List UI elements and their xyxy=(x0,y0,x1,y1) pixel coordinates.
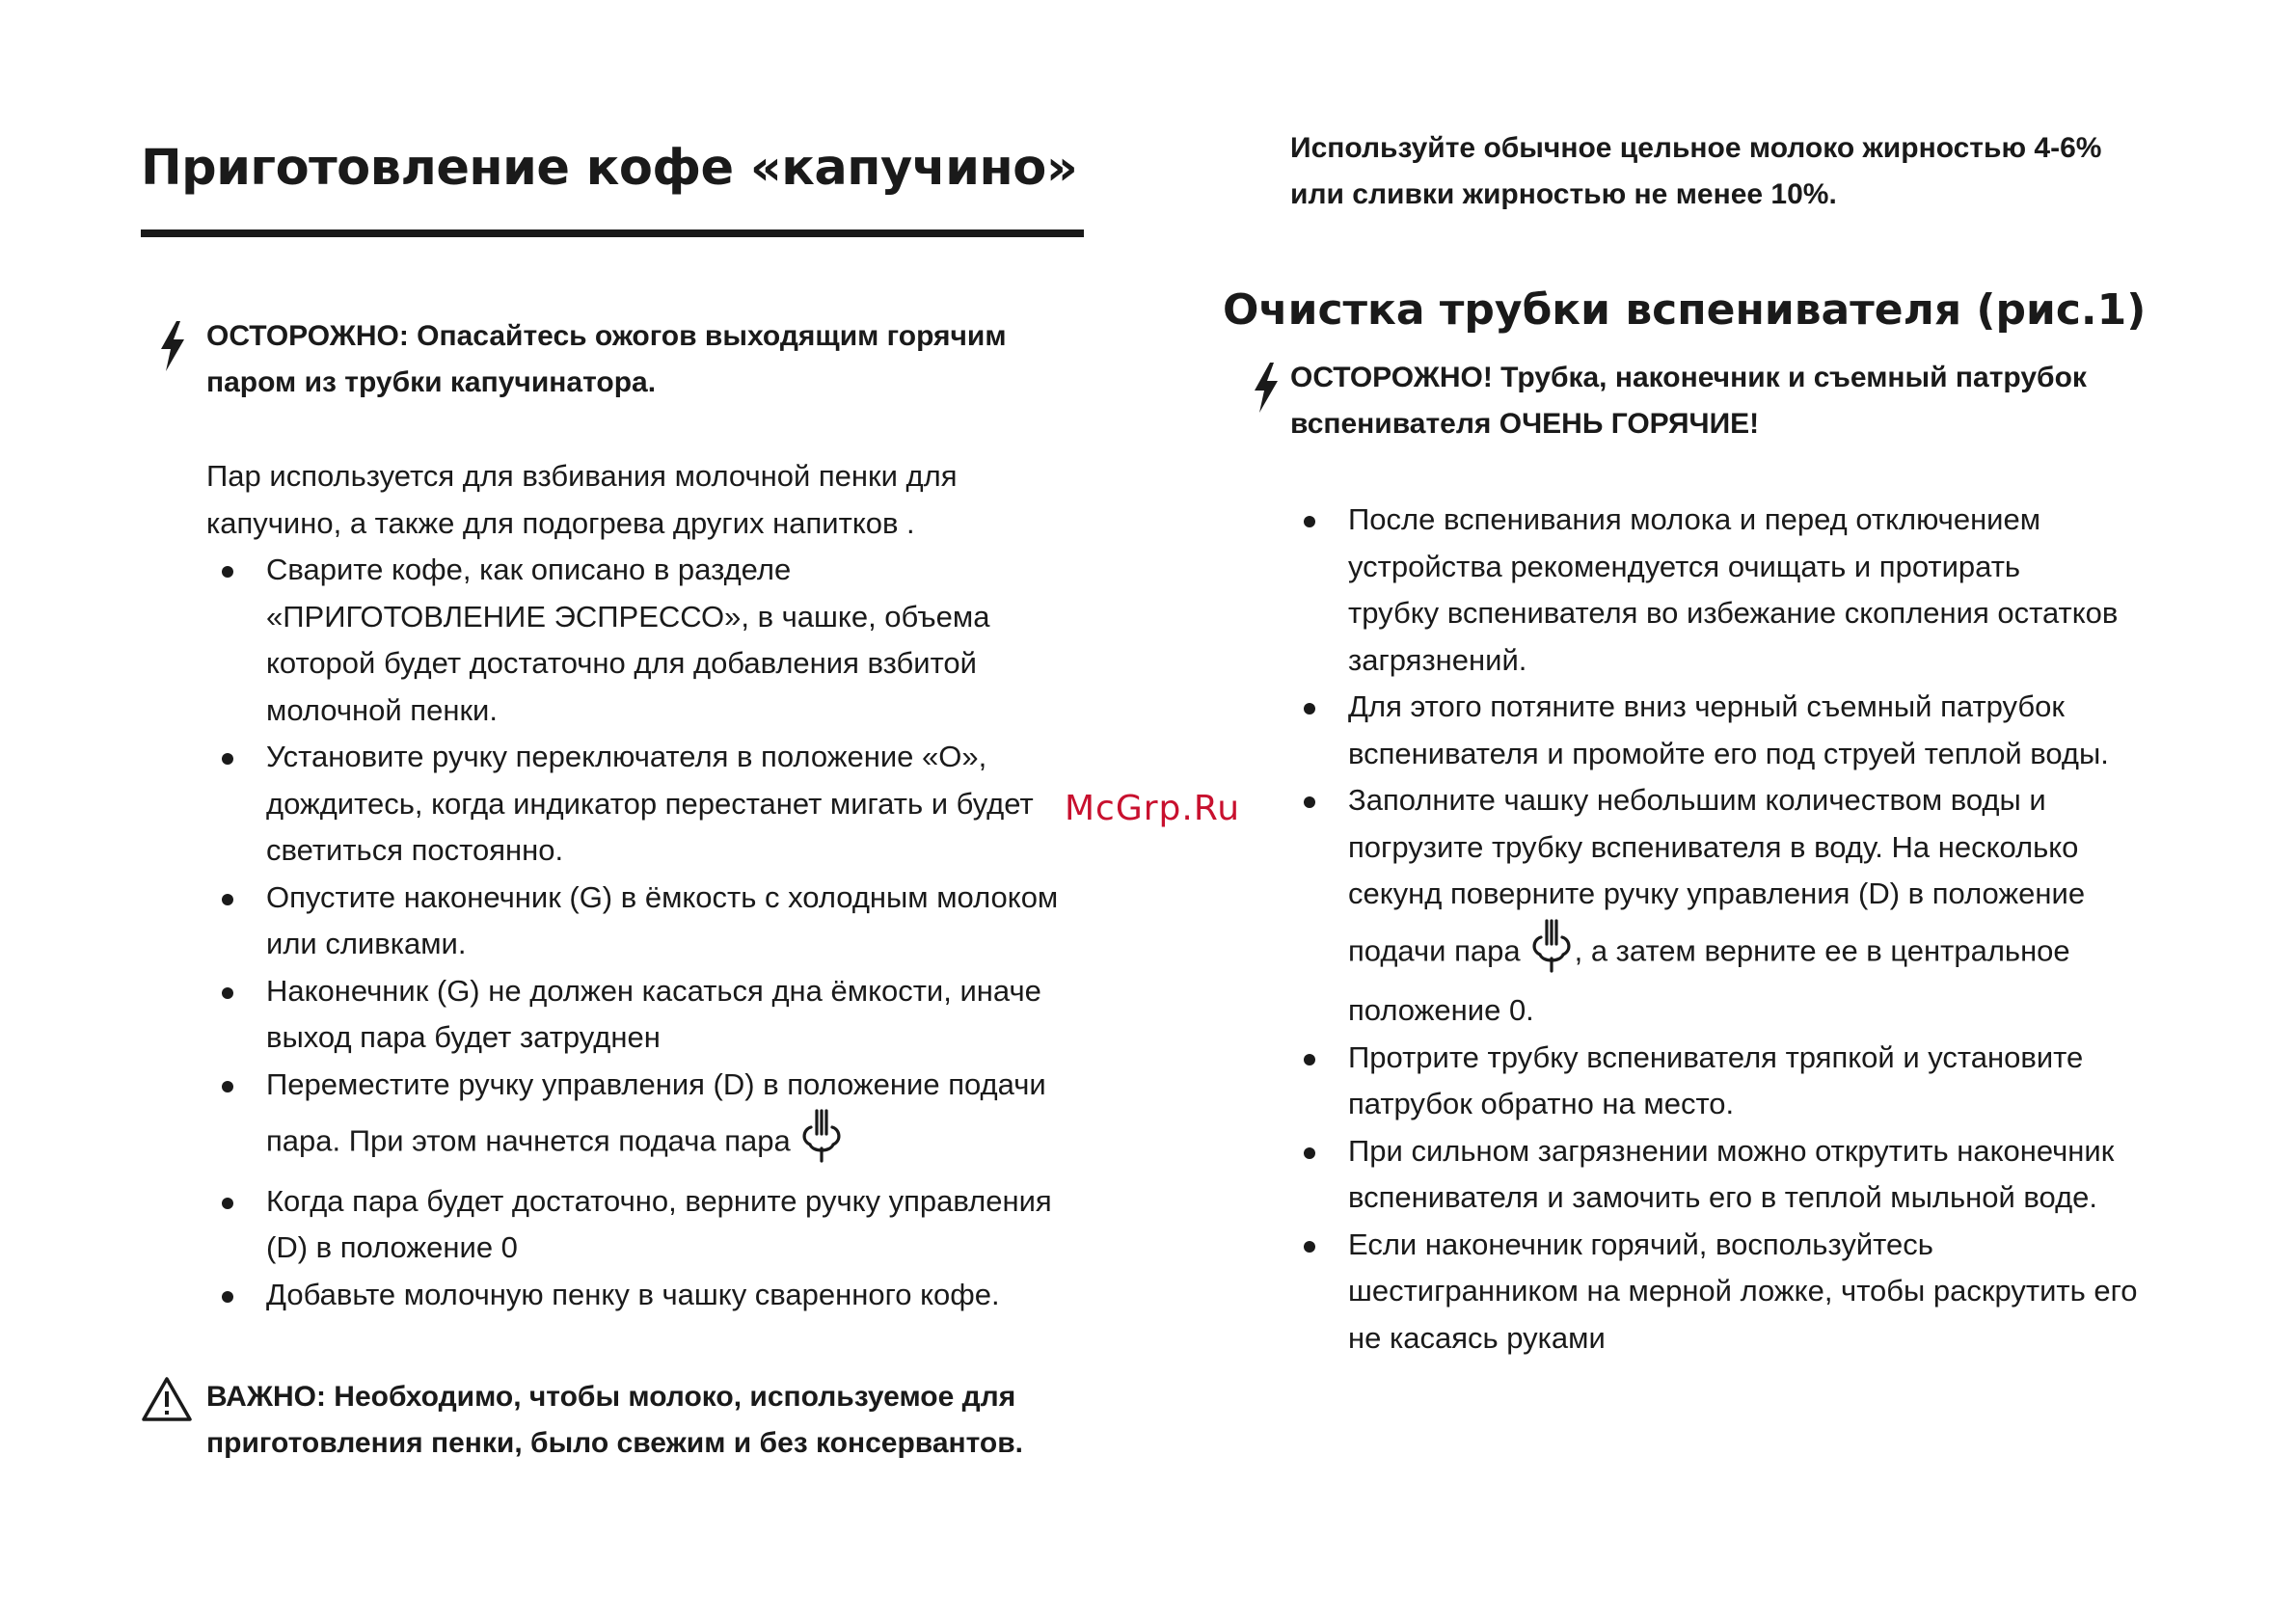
page-title: Приготовление кофе «капучино» xyxy=(141,140,1078,197)
list-item: Если наконечник горячий, воспользуйтесь шестигранником на мерной ложке, чтобы раскрутить его не касаясь руками xyxy=(1304,1222,2220,1362)
intro-line-2: капучино, а также для подогрева других напитков . xyxy=(206,505,915,540)
intro-paragraph xyxy=(206,453,1094,547)
caution-steam-warning xyxy=(141,313,1095,406)
important-line-1: ВАЖНО: Необходимо, чтобы молоко, используемое для xyxy=(206,1381,1016,1413)
list-item: Опустите наконечник (G) в ёмкость с холодным молоком или сливками. xyxy=(222,875,1148,968)
list-item: Переместите ручку управления (D) в положение подачи пара. При этом начнется подача пара xyxy=(222,1062,1148,1178)
milk-fat-note xyxy=(1290,125,2197,218)
warning-triangle-icon xyxy=(141,1376,193,1427)
list-item: После вспенивания молока и перед отключением устройства рекомендуется очищать и протирать трубку вспенивателя во избежание скопления остатков загрязнений. xyxy=(1304,497,2220,684)
list-item: Заполните чашку небольшим количеством воды и погрузите трубку вспенивателя в воду. На несколько секунд поверните ручку управления (D) в положение подачи пара , а затем верните ее в центральное положение 0. xyxy=(1304,777,2220,1035)
list-item: Для этого потяните вниз черный съемный патрубок вспенивателя и промойте его под струей теплой воды. xyxy=(1304,684,2220,777)
title-rule xyxy=(141,229,1084,237)
cleaning-steps-list xyxy=(1304,497,2220,1362)
warning-line-1: ОСТОРОЖНО: Опасайтесь ожогов выходящим горячим xyxy=(206,320,1007,352)
right-warning-line-2: вспенивателя ОЧЕНЬ ГОРЯЧИЕ! xyxy=(1290,408,1760,440)
milk-note-line-2: или сливки жирностью не менее 10%. xyxy=(1290,178,1837,210)
list-item: Когда пара будет достаточно, верните ручку управления (D) в положение 0 xyxy=(222,1178,1148,1272)
left-column xyxy=(141,135,1086,1459)
site-watermark: McGrp.Ru xyxy=(1065,789,1241,828)
list-item: При сильном загрязнении можно открутить наконечник вспенивателя и замочить его в теплой мыльной воде. xyxy=(1304,1128,2220,1222)
steam-icon xyxy=(1528,918,1575,988)
list-item: Добавьте молочную пенку в чашку сваренного кофе. xyxy=(222,1272,1148,1319)
list-item: Установите ручку переключателя в положение «О», дождитесь, когда индикатор перестанет мигать и будет светиться постоянно. xyxy=(222,734,1148,875)
section-heading: Очистка трубки вспенивателя (рис.1) xyxy=(1223,285,2147,335)
warning-line-2: паром из трубки капучинатора. xyxy=(206,366,657,398)
right-warning-line-1: ОСТОРОЖНО! Трубка, наконечник и съемный патрубок xyxy=(1290,362,2087,393)
list-item: Сварите кофе, как описано в разделе «ПРИГОТОВЛЕНИЕ ЭСПРЕССО», в чашке, объема которой будет достаточно для добавления взбитой молочной пенки. xyxy=(222,547,1148,734)
milk-note-line-1: Используйте обычное цельное молоко жирностью 4-6% xyxy=(1290,132,2102,164)
cappuccino-steps-list xyxy=(222,547,1148,1318)
list-item: Протрите трубку вспенивателя тряпкой и установите патрубок обратно на место. xyxy=(1304,1035,2220,1128)
intro-line-1: Пар используется для взбивания молочной пенки для xyxy=(206,459,958,493)
caution-hot-parts-warning xyxy=(1225,355,2179,447)
lightning-icon xyxy=(1252,363,1281,418)
important-milk-notice xyxy=(141,1374,1095,1467)
steam-icon xyxy=(798,1108,845,1178)
important-line-2: приготовления пенки, было свежим и без консервантов. xyxy=(206,1427,1024,1459)
list-item: Наконечник (G) не должен касаться дна ёмкости, иначе выход пара будет затруднен xyxy=(222,968,1148,1062)
lightning-icon xyxy=(158,321,187,376)
